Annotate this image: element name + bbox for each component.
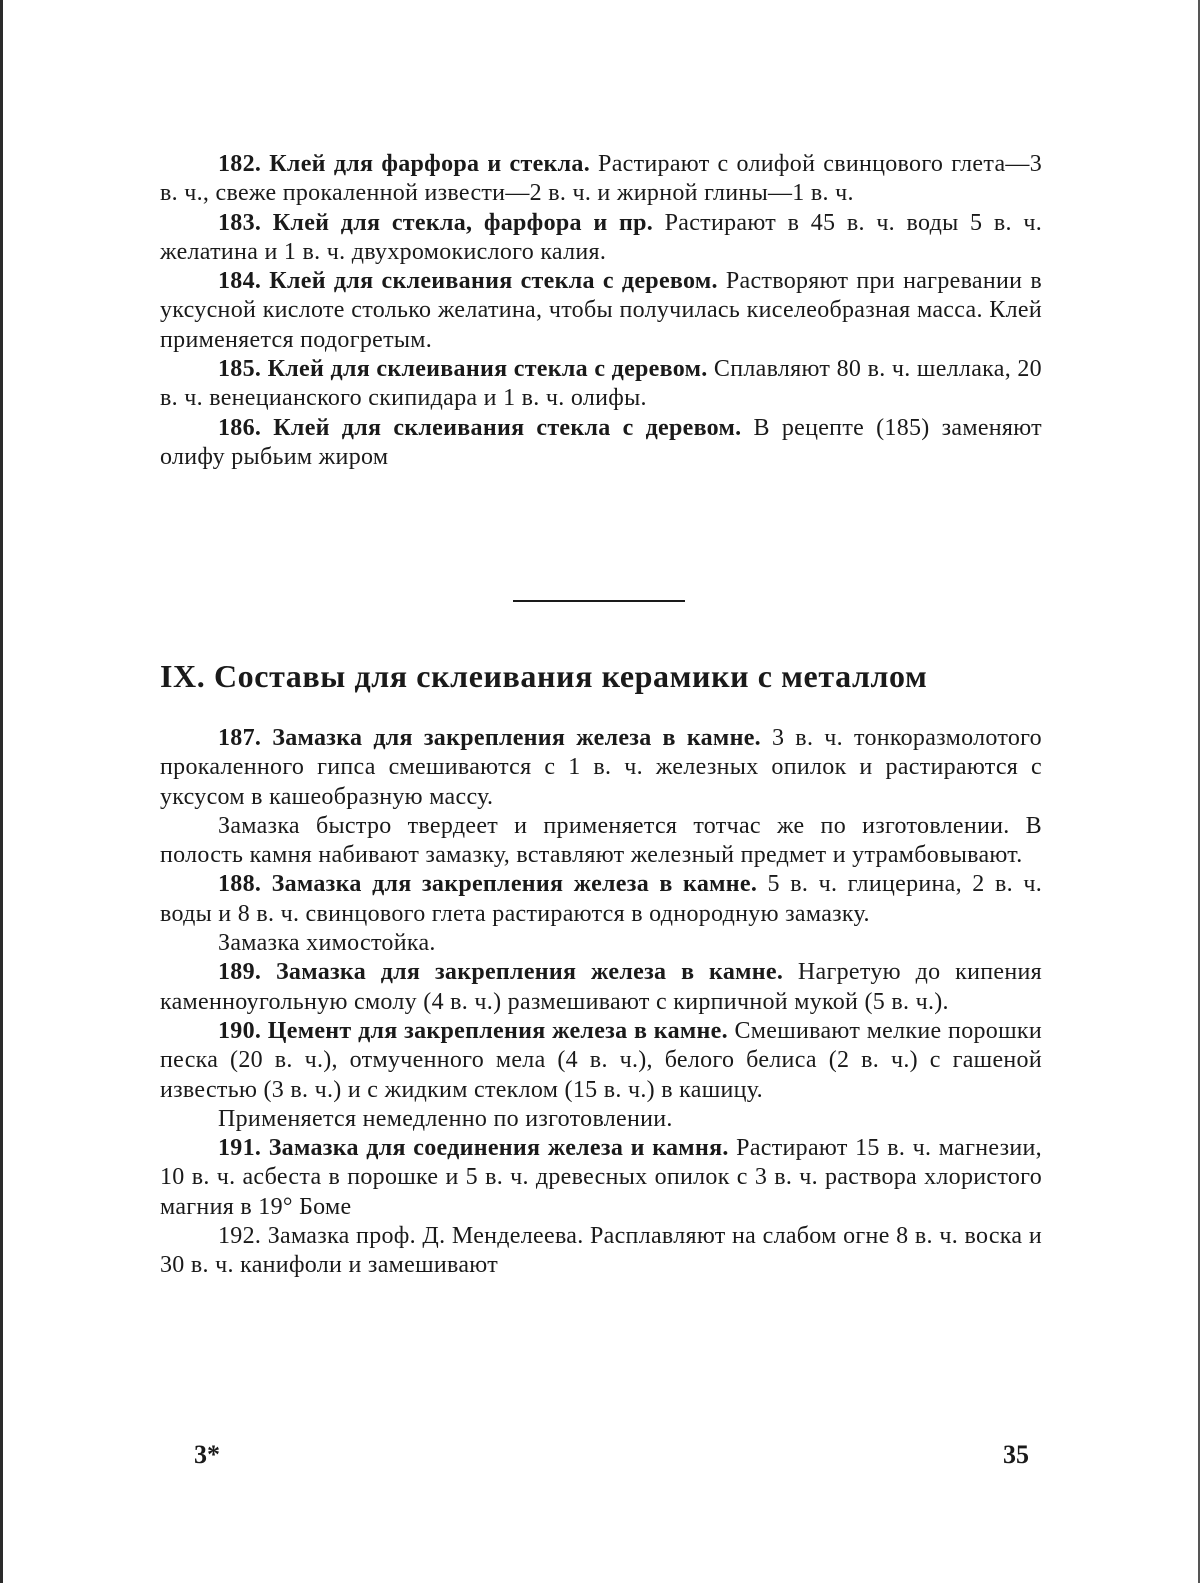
recipe-title: Замазка для закрепления железа в камне.	[275, 959, 784, 986]
recipe-body: Растворяют при нагревании в уксусной кислоте столько желатина, чтобы получилась киселеобразная масса. Клей применяется подогретым.	[160, 268, 1042, 353]
recipe-number: 184.	[218, 268, 262, 295]
recipe-192	[160, 1222, 1042, 1281]
recipe-190	[160, 1017, 1042, 1105]
recipe-number: 187.	[218, 725, 262, 751]
recipe-185	[160, 355, 1042, 414]
recipe-body: Нагретую до кипения каменноугольную смолу (4 в. ч.) размешивают с кирпичной мукой (5 в. ч.).	[160, 959, 1042, 1015]
recipe-title: Клей для склеивания стекла с деревом.	[267, 356, 708, 383]
section-divider	[513, 600, 685, 602]
recipe-number: 188.	[218, 871, 262, 898]
recipe-title: Клей для стекла, фарфора и пр.	[272, 209, 654, 236]
recipe-number: 183.	[218, 209, 262, 236]
recipes-top	[160, 150, 1042, 472]
recipe-188	[160, 870, 1042, 929]
recipe-189	[160, 958, 1042, 1017]
recipe-title: Клей для склеивания стекла с деревом.	[273, 414, 742, 441]
recipe-title: Клей для склеивания стекла с деревом.	[269, 268, 718, 295]
recipe-187	[160, 724, 1042, 812]
signature-mark: 3*	[194, 1440, 220, 1469]
recipe-184	[160, 267, 1042, 355]
recipe-number: 186.	[218, 414, 262, 441]
recipe-title: Цемент для закрепления железа в камне.	[267, 1017, 728, 1044]
recipe-title: Замазка для закрепления железа в камне.	[272, 725, 761, 751]
recipe-number: 189.	[218, 959, 262, 986]
section-heading: IX. Составы для склеивания керамики с металлом	[160, 658, 928, 694]
recipe-191	[160, 1134, 1042, 1222]
recipe-body: В рецепте (185) заменяют олифу рыбьим жиром	[160, 414, 1042, 470]
recipe-title: Замазка для соединения железа и камня.	[268, 1135, 729, 1162]
recipe-number: 190.	[218, 1017, 262, 1044]
recipes-bottom	[160, 724, 1042, 1281]
recipe-body: Сплавляют 80 в. ч. шеллака, 20 в. ч. венецианского скипидара и 1 в. ч. олифы.	[160, 356, 1042, 412]
recipe-body: 3 в. ч. тонкоразмолотого прокаленного гипса смешиваются с 1 в. ч. железных опилок и растираются с уксусом в кашеобразную массу.	[160, 725, 1042, 810]
recipe-187-note: Замазка быстро твердеет и применяется тотчас же по изготовлении. В полость камня набивают замазку, вставляют железный предмет и утрамбовывают.	[160, 812, 1042, 869]
page-left-edge	[0, 0, 3, 1583]
recipe-number: 182.	[218, 151, 262, 177]
recipe-186	[160, 414, 1042, 473]
recipe-183	[160, 209, 1042, 268]
recipe-body: Растирают в 45 в. ч. воды 5 в. ч. желатина и 1 в. ч. двухромокислого калия.	[160, 209, 1042, 265]
recipe-body: Расплавляют на слабом огне 8 в. ч. воска и 30 в. ч. канифоли и замешивают	[160, 1223, 1042, 1279]
page-number: 35	[1003, 1440, 1029, 1469]
recipe-title: Замазка для закрепления железа в камне.	[271, 871, 758, 898]
recipe-body: Растирают с олифой свинцового глета—3 в. ч., свеже прокаленной извести—2 в. ч. и жирной глины—1 в. ч.	[160, 151, 1042, 207]
recipe-number: 192.	[218, 1223, 262, 1250]
recipe-number: 191.	[218, 1135, 262, 1162]
recipe-title: Клей для фарфора и стекла.	[269, 151, 591, 177]
recipe-190-note: Применяется немедленно по изготовлении.	[218, 1105, 673, 1132]
recipe-body: Смешивают мелкие порошки песка (20 в. ч.), отмученного мела (4 в. ч.), белого белиса (2 в. ч.) с гашеной известью (3 в. ч.) и с жидким стеклом (15 в. ч.) в кашицу.	[160, 1017, 1042, 1103]
recipe-182	[160, 150, 1042, 209]
recipe-188-note: Замазка химостойка.	[218, 930, 436, 957]
recipe-body: 5 в. ч. глицерина, 2 в. ч. воды и 8 в. ч. свинцового глета растираются в однородную замазку.	[160, 871, 1042, 927]
recipe-body: Растирают 15 в. ч. магнезии, 10 в. ч. асбеста в порошке и 5 в. ч. древесных опилок с 3 в. ч. раствора хлористого магния в 19° Боме	[160, 1135, 1042, 1220]
recipe-title: Замазка проф. Д. Менделеева.	[267, 1223, 584, 1250]
recipe-number: 185.	[218, 356, 262, 383]
